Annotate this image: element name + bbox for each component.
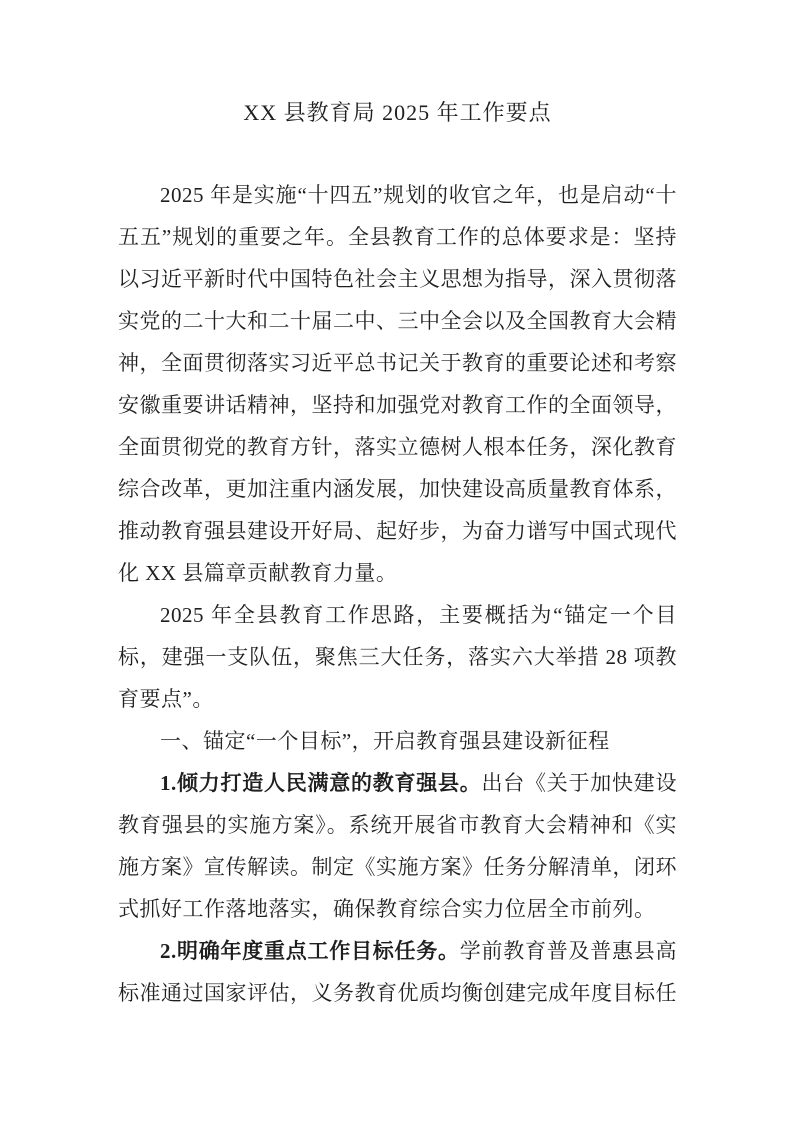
section-heading-1: 一、锚定“一个目标”，开启教育强县建设新征程	[160, 729, 610, 753]
work-item-1	[118, 762, 677, 930]
work-item-1-lead: 1.倾力打造人民满意的教育强县。	[160, 771, 482, 795]
work-item-2	[118, 930, 677, 1014]
document-title: XX 县教育局 2025 年工作要点	[243, 100, 552, 125]
intro-paragraph-2: 2025 年全县教育工作思路，主要概括为“锚定一个目标，建强一支队伍，聚焦三大任务，落实六大举措 28 项教育要点”。	[118, 603, 677, 711]
intro-paragraph-1: 2025 年是实施“十四五”规划的收官之年，也是启动“十五五”规划的重要之年。全县教育工作的总体要求是：坚持以习近平新时代中国特色社会主义思想为指导，深入贯彻落实党的二十大和二十届二中、三中全会以及全国教育大会精神，全面贯彻落实习近平总书记关于教育的重要论述和考察安徽重要讲话精神，坚持和加强党对教育工作的全面领导，全面贯彻党的教育方针，落实立德树人根本任务，深化教育综合改革，更加注重内涵发展，加快建设高质量教育体系，推动教育强县建设开好局、起好步，为奋力谱写中国式现代化 XX 县篇章贡献教育力量。	[118, 183, 677, 585]
work-item-1-body: 出台《关于加快建设教育强县的实施方案》。系统开展省市教育大会精神和《实施方案》宣传解读。制定《实施方案》任务分解清单，闭环式抓好工作落地落实，确保教育综合实力位居全市前列。	[118, 771, 677, 921]
work-item-2-body: 学前教育普及普惠县高标准通过国家评估，义务教育优质均衡创建完成年度目标任	[118, 939, 677, 1005]
work-item-2-lead: 2.明确年度重点工作目标任务。	[160, 939, 460, 963]
